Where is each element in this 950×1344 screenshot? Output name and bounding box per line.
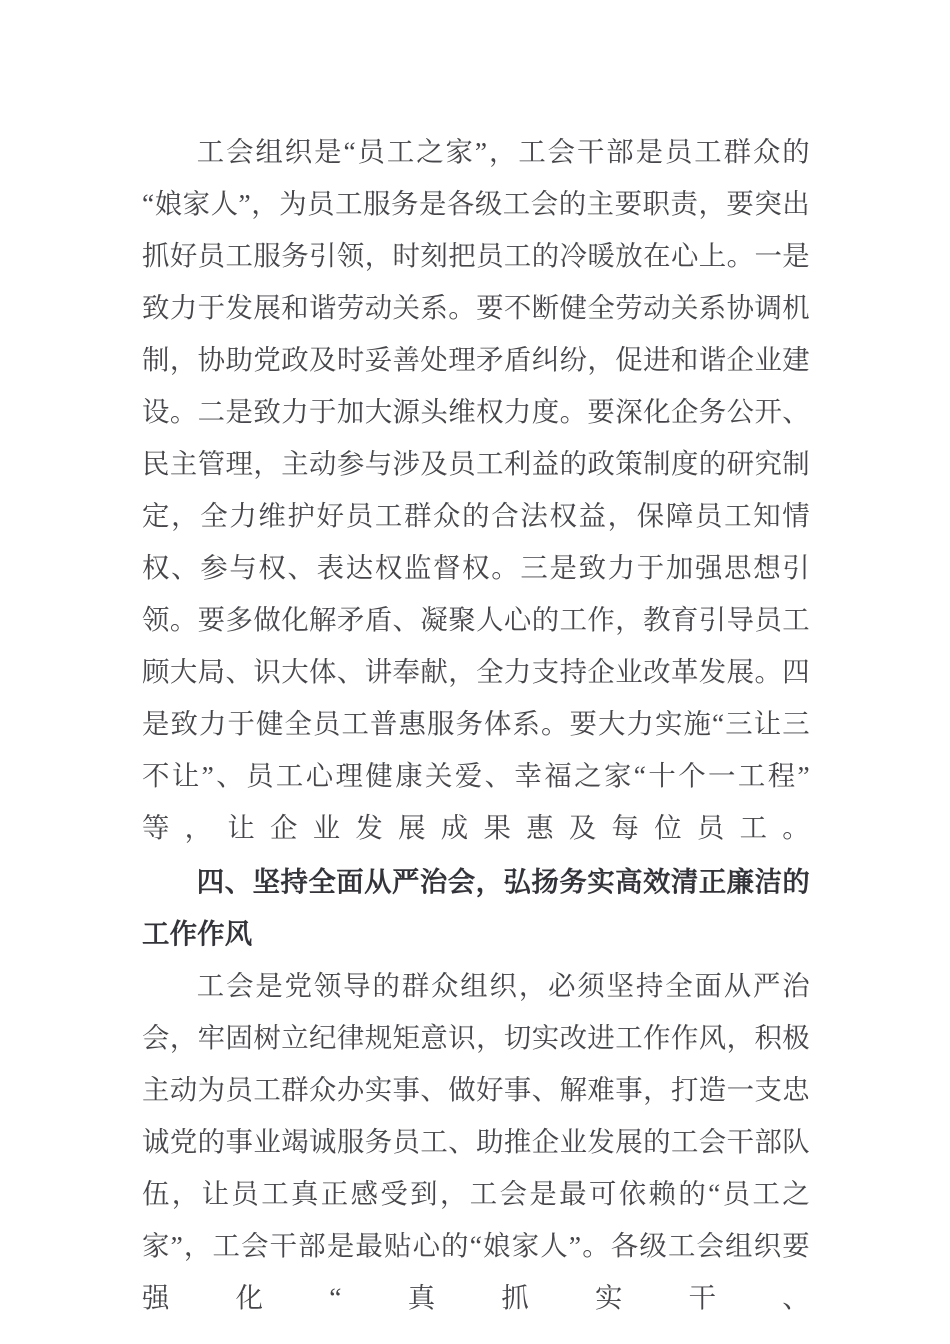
body-paragraph-2: 工会是党领导的群众组织，必须坚持全面从严治会，牢固树立纪律规矩意识，切实改进工作作风，积极主动为员工群众办实事、做好事、解难事，打造一支忠诚党的事业竭诚服务员工、助推企业发展的工会干部队伍，让员工真正感受到，工会是最可依赖的“员工之家”，工会干部是最贴心的“娘家人”。各级工会组织要强化“真抓实干、 <box>142 971 810 1313</box>
body-paragraph-1: 工会组织是“员工之家”，工会干部是员工群众的“娘家人”，为员工服务是各级工会的主要职责，要突出抓好员工服务引领，时刻把员工的冷暖放在心上。一是致力于发展和谐劳动关系。要不断健全劳动关系协调机制，协助党政及时妥善处理矛盾纠纷，促进和谐企业建设。二是致力于加大源头维权力度。要深化企务公开、民主管理，主动参与涉及员工利益的政策制度的研究制定，全力维护好员工群众的合法权益，保障员工知情权、参与权、表达权监督权。三是致力于加强思想引领。要多做化解矛盾、凝聚人心的工作，教育引导员工顾大局、识大体、讲奉献，全力支持企业改革发展。四是致力于健全员工普惠服务体系。要大力实施“三让三不让”、员工心理健康关爱、幸福之家“十个一工程”等，让企业发展成果惠及每位员工。 <box>142 137 810 843</box>
section-heading-four: 四、坚持全面从严治会，弘扬务实高效清正廉洁的工作作风 <box>142 866 810 949</box>
page-content <box>142 126 810 1324</box>
